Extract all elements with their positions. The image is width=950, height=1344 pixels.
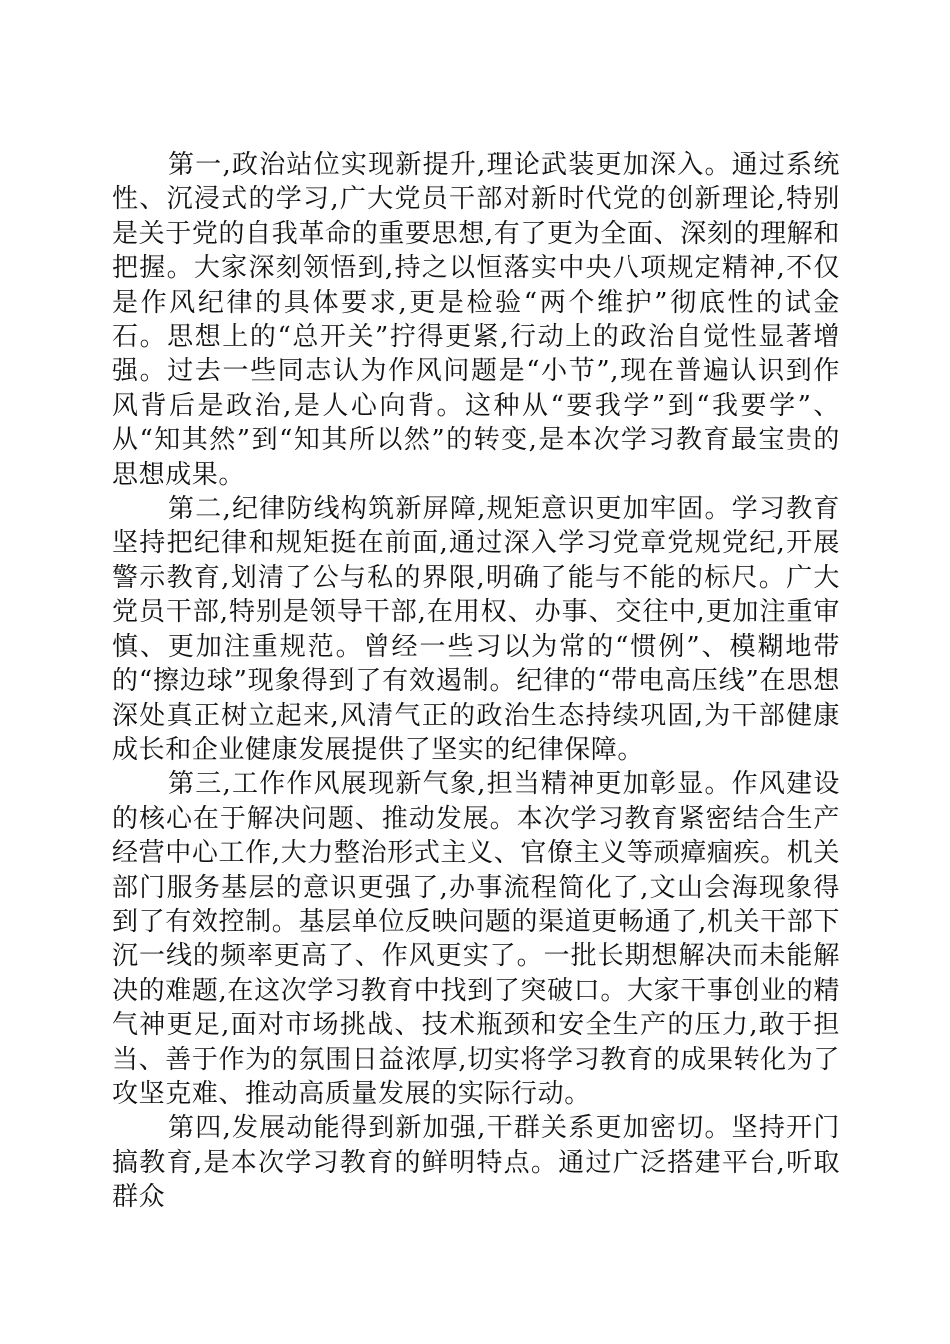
- paragraph-political-stance: 第一,政治站位实现新提升,理论武装更加深入。通过系统性、沉浸式的学习,广大党员干部对新时代党的创新理论,特别是关于党的自我革命的重要思想,有了更为全面、深刻的理解和把握。大家深刻领悟到,持之以恒落实中央八项规定精神,不仅是作风纪律的具体要求,更是检验“两个维护”彻底性的试金石。思想上的“总开关”拧得更紧,行动上的政治自觉性显著增强。过去一些同志认为作风问题是“小节”,现在普遍认识到作风背后是政治,是人心向背。这种从“要我学”到“我要学”、从“知其然”到“知其所以然”的转变,是本次学习教育最宝贵的思想成果。: [112, 150, 840, 490]
- document-body: [112, 148, 840, 1215]
- paragraph-work-style: 第三,工作作风展现新气象,担当精神更加彰显。作风建设的核心在于解决问题、推动发展。本次学习教育紧密结合生产经营中心工作,大力整治形式主义、官僚主义等顽瘴痼疾。机关部门服务基层的意识更强了,办事流程简化了,文山会海现象得到了有效控制。基层单位反映问题的渠道更畅通了,机关干部下沉一线的频率更高了、作风更实了。一批长期想解决而未能解决的难题,在这次学习教育中找到了突破口。大家干事创业的精气神更足,面对市场挑战、技术瓶颈和安全生产的压力,敢于担当、善于作为的氛围日益浓厚,切实将学习教育的成果转化为了攻坚克难、推动高质量发展的实际行动。: [112, 769, 840, 1109]
- paragraph-development: 第四,发展动能得到新加强,干群关系更加密切。坚持开门搞教育,是本次学习教育的鲜明特点。通过广泛搭建平台,听取群众: [112, 1113, 840, 1213]
- paragraph-discipline: 第二,纪律防线构筑新屏障,规矩意识更加牢固。学习教育坚持把纪律和规矩挺在前面,通过深入学习党章党规党纪,开展警示教育,划清了公与私的界限,明确了能与不能的标尺。广大党员干部,特别是领导干部,在用权、办事、交往中,更加注重审慎、更加注重规范。曾经一些习以为常的“惯例”、模糊地带的“擦边球”现象得到了有效遏制。纪律的“带电高压线”在思想深处真正树立起来,风清气正的政治生态持续巩固,为干部健康成长和企业健康发展提供了坚实的纪律保障。: [112, 494, 840, 765]
